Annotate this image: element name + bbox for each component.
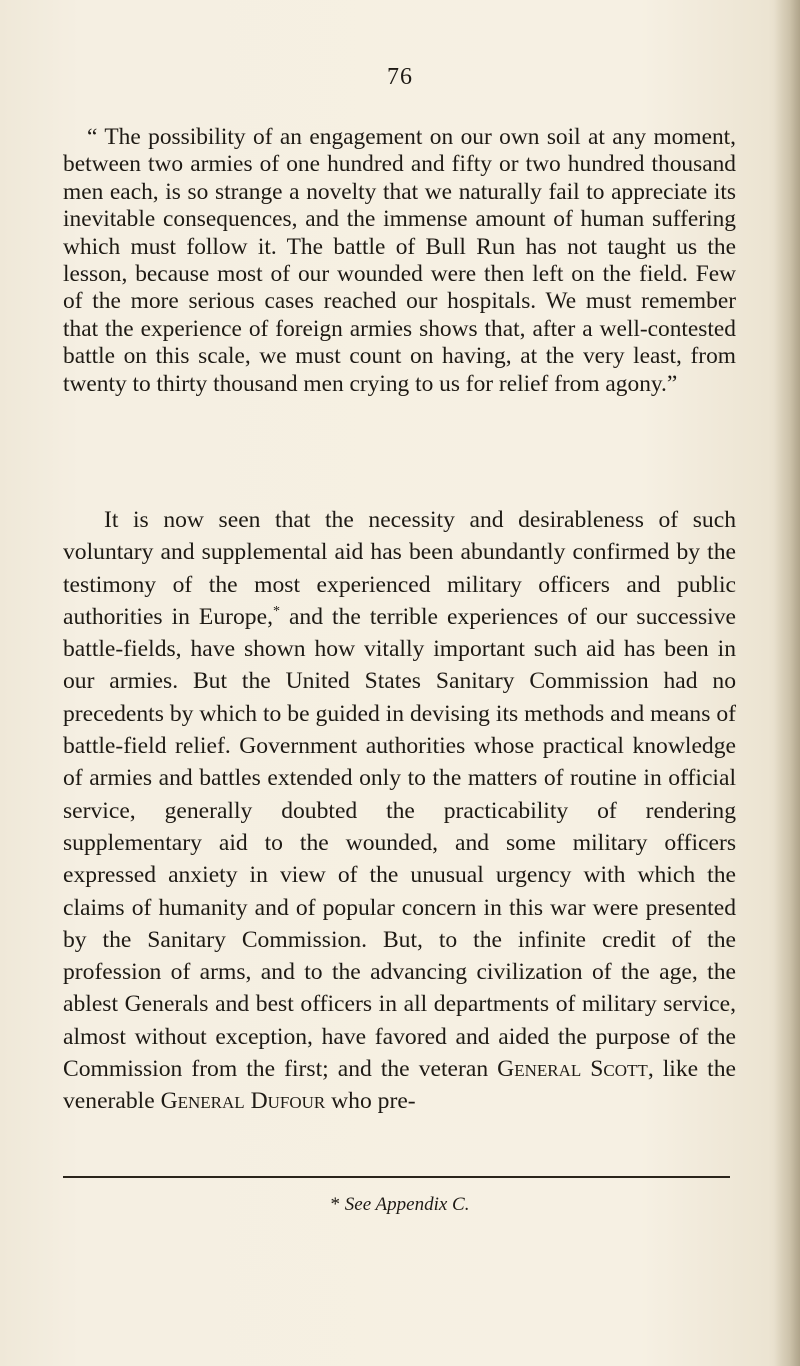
page-edge-shadow: [774, 0, 800, 1366]
footnote-text: See Appendix C.: [344, 1194, 470, 1215]
body-text-part3: , like the venerable: [63, 1056, 736, 1115]
body-text-part4: who pre-: [325, 1088, 416, 1115]
name-general-scott: General Scott: [497, 1056, 648, 1083]
footnote-divider: [63, 1176, 730, 1178]
body-paragraph: [63, 504, 736, 1118]
footnote-mark: *: [330, 1194, 341, 1215]
body-text-part1: It is now seen that the necessity and desirableness of such voluntary and supplemental aid has been abundantly confirmed by the testimony of the most experienced military officers and public authorities in Europe,: [63, 507, 736, 630]
page-number: 76: [387, 64, 413, 90]
quoted-paragraph: “ The possibility of an engagement on our own soil at any moment, between two armies of one hundred and fifty or two hundred thousand men each, is so strange a novelty that we naturally fail to appreciate its inevitable consequences, and the immense amount of human suffering which must follow it. The battle of Bull Run has not taught us the lesson, because most of our wounded were then left on the field. Few of the more serious cases reached our hospitals. We must remember that the experience of foreign armies shows that, after a well-contested battle on this scale, we must count on having, at the very least, from twenty to thirty thousand men crying to us for relief from agony.”: [63, 124, 736, 397]
name-general-dufour: General Dufour: [160, 1088, 326, 1115]
footnote: [0, 1194, 800, 1216]
body-text-part2: and the terrible experiences of our successive battle-fields, have shown how vitally important such aid has been in our armies. But the United States Sanitary Commission had no precedents by which to be guided in devising its methods and means of battle-field relief. Government authorities whose practical knowledge of armies and battles extended only to the matters of routine in official service, generally doubted the practicability of rendering supplementary aid to the wounded, and some military officers expressed anxiety in view of the unusual urgency with which the claims of humanity and of popular concern in this war were presented by the Sanitary Commission. But, to the infinite credit of the profession of arms, and to the advancing civilization of the age, the ablest Generals and best officers in all departments of military service, almost without exception, have favored and aided the purpose of the Commission from the first; and the veteran: [63, 603, 736, 1083]
footnote-reference: *: [272, 604, 280, 620]
